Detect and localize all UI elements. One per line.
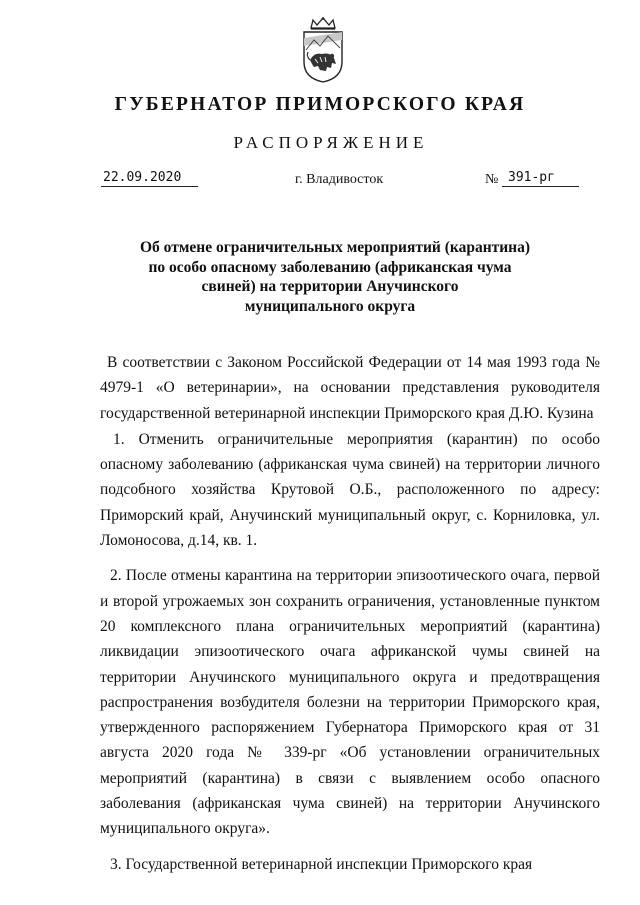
- item-3-paragraph: 3. Государственной ветеринарной инспекции Приморского края: [110, 855, 533, 873]
- issuing-authority: ГУБЕРНАТОР ПРИМОРСКОГО КРАЯ: [114, 94, 526, 115]
- document-title: [140, 238, 531, 316]
- item-2-paragraph: 2. После отмены карантина на территории эпизоотического очага, первой и второй угрожаемых зон сохранить ограничения, установленные пунктом 20 комплексного плана ограничительных мероприятий (карантина) ликвидации эпизоотического очага африканской чумы свиней на территории Анучинского муниципального округа и предотвращения распространения возбудителя болезни на территории Приморского края, утвержденного распоряжением Губернатора Приморского края от 31 августа 2020 года № 339-рг «Об установлении ограничительных мероприятий (карантина) в связи с выявлением особо опасного заболевания (африканская чума свиней) на территории Анучинского муниципального округа».: [100, 567, 600, 838]
- document-date: 22.09.2020: [101, 170, 198, 187]
- document-city: г. Владивосток: [295, 172, 384, 187]
- document-type: РАСПОРЯЖЕНИЕ: [233, 133, 429, 152]
- intro-paragraph: В соответствии с Законом Российской Федерации от 14 мая 1993 года № 4979-1 «О ветеринарии», на основании представления руководителя государственной ветеринарной инспекции Приморского края Д.Ю. Кузина: [100, 354, 600, 422]
- document-body: [100, 350, 600, 877]
- title-line: свиней) на территории Анучинского: [201, 278, 459, 295]
- document-number-label: №: [485, 172, 499, 187]
- coat-of-arms-emblem: [298, 16, 348, 84]
- item-1-paragraph: 1. Отменить ограничительные мероприятия (карантин) по особо опасному заболеванию (африканская чума свиней) на территории личного подсобного хозяйства Крутовой О.Б., расположенного по адресу: Приморский край, Анучинский муниципальный округ, с. Корниловка, ул. Ломоносова, д.14, кв. 1.: [100, 430, 600, 550]
- document-number: 391-рг: [502, 170, 579, 187]
- title-line: Об отмене ограничительных мероприятий (карантина): [140, 239, 531, 256]
- title-line: по особо опасному заболеванию (африканская чума: [148, 258, 512, 276]
- title-line: муниципального округа: [244, 297, 416, 315]
